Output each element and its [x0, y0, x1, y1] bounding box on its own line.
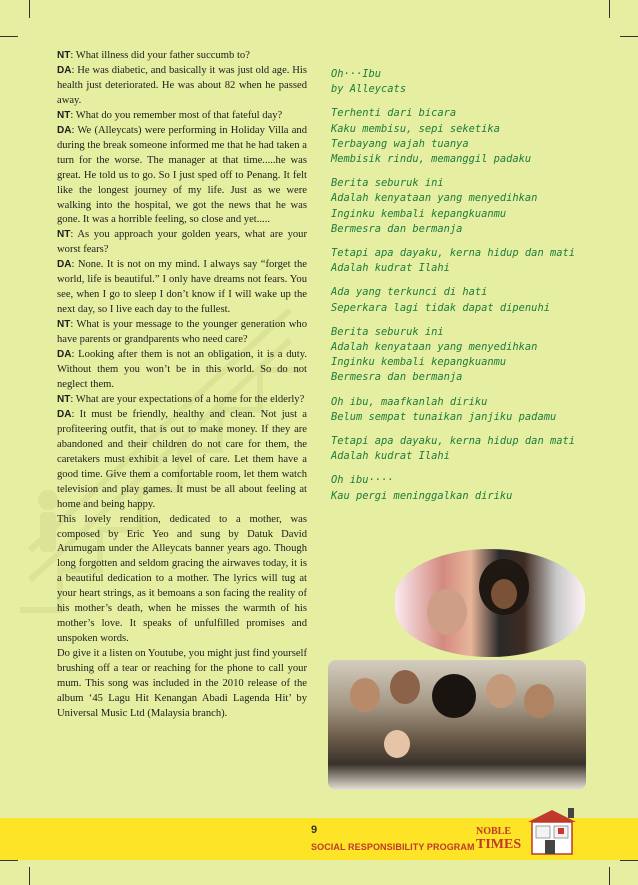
- crop-mark: [609, 0, 610, 18]
- speaker-label: NT: [57, 50, 71, 61]
- lyrics-line: Adalah kudrat Ilahi: [331, 262, 450, 275]
- article-paragraph: This lovely rendition, dedicated to a mother, was composed by Eric Yeo and sung by Datuk David Arumugam under the Alleycats banner years ago. Though long forgotten and seldom gracing the airwaves today, it is a beautiful dedication to a mother. The lyrics will tug at your heart strings, as it bemoans a son facing the reality of his mother’s death, when he misses the warmth of his mother’s love. It speaks of unfulfilled promises and unspoken words.: [57, 513, 307, 645]
- lyrics-line: Kau pergi meninggalkan diriku: [331, 489, 513, 502]
- speaker-label: NT: [57, 319, 71, 331]
- lyrics-line: Inginku kembali kepangkuanmu: [331, 356, 507, 369]
- lyrics-line: Adalah kudrat Ilahi: [331, 450, 450, 463]
- speaker-label: DA: [57, 259, 72, 271]
- photo-figure: [390, 670, 420, 704]
- lyrics-line: Membisik rindu, memanggil padaku: [331, 153, 532, 166]
- interview-question: NT: What do you remember most of that fateful day?: [57, 109, 283, 121]
- footer-program-label: SOCIAL RESPONSIBILITY PROGRAM: [311, 842, 475, 852]
- lyrics-line: Tetapi apa dayaku, kerna hidup dan mati: [331, 247, 575, 260]
- lyrics-stanza: [331, 325, 611, 386]
- interview-text: None. It is not on my mind. I always say “forget the world, life is beautiful.” I only have dreams not fears. You see, when I go to sleep I don’t know if I will wake up the next day, so I live each day to the fullest.: [57, 259, 307, 316]
- crop-mark: [29, 867, 30, 885]
- lyrics-line: Kaku membisu, sepi seketika: [331, 122, 500, 135]
- speaker-label: NT: [57, 393, 71, 405]
- interview-text: What do you remember most of that fateful day?: [75, 109, 283, 121]
- song-title: Oh···Ibu: [331, 68, 382, 80]
- photo-figure: [524, 684, 554, 718]
- speaker-label: NT: [57, 109, 71, 121]
- photo-family-group: [328, 660, 586, 790]
- song-artist: by Alleycats: [331, 83, 407, 96]
- article-left-column: [57, 49, 307, 722]
- lyrics-stanza: [331, 176, 611, 237]
- speaker-label: NT: [57, 229, 71, 241]
- photo-figure: [350, 678, 380, 712]
- lyrics-line: Adalah kenyataan yang menyedihkan: [331, 341, 538, 354]
- lyrics-line: Berita seburuk ini: [331, 325, 444, 338]
- interview-answer: DA: We (Alleycats) were performing in Holiday Villa and during the break someone informed me that he had taken a turn for the worse. The manager at that time.....he was great. He told us to go. So I just sped off to Penang. It felt like the longest journey of my life. Just as we were walking into the hospital, we got the news that he was gone. It was a horrible feeling, so close and yet.....: [57, 124, 307, 226]
- lyrics-line: Belum sempat tunaikan janjiku padamu: [331, 410, 557, 423]
- interview-question: NT: What are your expectations of a home for the elderly?: [57, 393, 305, 405]
- speaker-label: DA: [57, 349, 72, 361]
- lyrics-line: Oh ibu, maafkanlah diriku: [331, 395, 488, 408]
- photo-figure: [384, 730, 410, 758]
- song-lyrics: [331, 67, 611, 513]
- interview-text: Looking after them is not an obligation, it is a duty. Without them you won’t be in this world. So do not neglect them.: [57, 349, 307, 390]
- lyrics-line: Terbayang wajah tuanya: [331, 137, 469, 150]
- interview-text: We (Alleycats) were performing in Holiday Villa and during the break someone informed me that he had taken a turn for the worse. The manager at that time.....he was great. He told us to go. So I just sped off to Penang. It felt like the longest journey of my life. Just as we were walking into the hospital, we got the news that he was gone. It was a horrible feeling, so close and yet.....: [57, 124, 307, 226]
- interview-answer: DA: None. It is not on my mind. I always say “forget the world, life is beautiful.” I only have dreams not fears. You see, when I go to sleep I don’t know if I will wake up the next day, so I live each day to the fullest.: [57, 259, 307, 316]
- interview-text: What are your expectations of a home for the elderly?: [75, 393, 305, 405]
- speaker-label: DA: [57, 408, 72, 420]
- article-paragraph: Do give it a listen on Youtube, you might just find yourself brushing off a tear or reaching for the phone to call your mum. This song was included in the 2010 release of the album ‘45 Lagu Hit Kenangan Abadi Lagenda Hit’ by Universal Music Ltd (Malaysia branch).: [57, 648, 307, 719]
- lyrics-line: Seperkara lagi tidak dapat dipenuhi: [331, 301, 550, 314]
- photo-figure: [486, 674, 516, 708]
- speaker-label: DA: [57, 64, 72, 76]
- photo-figure: [491, 579, 517, 609]
- lyrics-line: Berita seburuk ini: [331, 177, 444, 190]
- lyrics-stanza: [331, 434, 611, 464]
- interview-question: NT: As you approach your golden years, what are your worst fears?: [57, 229, 307, 256]
- crop-mark: [29, 0, 30, 18]
- interview-answer: DA: He was diabetic, and basically it was just old age. His health just deteriorated. He was about 82 when he passed away.: [57, 64, 307, 106]
- interview-text: What is your message to the younger generation who have parents or grandparents who need care?: [57, 319, 307, 346]
- photo-figure: [432, 674, 476, 718]
- interview-question: NT: What illness did your father succumb to?: [57, 50, 250, 61]
- lyrics-stanza: [331, 246, 611, 276]
- lyrics-line: Tetapi apa dayaku, kerna hidup dan mati: [331, 435, 575, 448]
- interview-answer: DA: Looking after them is not an obligation, it is a duty. Without them you won’t be in this world. So do not neglect them.: [57, 349, 307, 390]
- crop-mark: [0, 36, 18, 37]
- song-title-block: [331, 67, 611, 97]
- lyrics-line: Adalah kenyataan yang menyedihkan: [331, 192, 538, 205]
- lyrics-line: Inginku kembali kepangkuanmu: [331, 207, 507, 220]
- lyrics-line: Oh ibu····: [331, 474, 394, 487]
- lyrics-line: Ada yang terkunci di hati: [331, 286, 488, 299]
- interview-question: NT: What is your message to the younger generation who have parents or grandparents who need care?: [57, 319, 307, 346]
- noble-times-logo: [476, 808, 578, 856]
- crop-mark: [620, 860, 638, 861]
- lyrics-stanza: [331, 473, 611, 503]
- lyrics-stanza: [331, 285, 611, 315]
- interview-text: What illness did your father succumb to?: [75, 50, 250, 61]
- interview-answer: DA: It must be friendly, healthy and clean. Not just a profiteering outfit, that is out to make money. If they are abandoned and their children do not care for them, the caretakers must exhibit a level of care. Let them have a good time. Give them a comfortable room, let them watch television and play games. It must be all about feeling at home and being happy.: [57, 408, 308, 510]
- lyrics-stanza: [331, 395, 611, 425]
- interview-text: He was diabetic, and basically it was just old age. His health just deteriorated. He was about 82 when he passed away.: [57, 64, 307, 106]
- interview-text: It must be friendly, healthy and clean. Not just a profiteering outfit, that is out to make money. If they are abandoned and their children do not care for them, the caretakers must exhibit a level of care. Let them have a good time. Give them a comfortable room, let them watch television and play games. It must be all about feeling at home and being happy.: [57, 408, 308, 510]
- lyrics-line: Bermesra dan bermanja: [331, 371, 463, 384]
- logo-noble-text: NOBLE: [476, 826, 512, 837]
- lyrics-line: Terhenti dari bicara: [331, 107, 457, 120]
- speaker-label: DA: [57, 124, 72, 136]
- interview-text: As you approach your golden years, what are your worst fears?: [57, 229, 307, 256]
- photo-mother-and-son: [395, 549, 585, 657]
- crop-mark: [609, 867, 610, 885]
- lyrics-line: Bermesra dan bermanja: [331, 222, 463, 235]
- lyrics-stanza: [331, 106, 611, 167]
- logo-times-text: TIMES: [476, 837, 522, 852]
- page-number: 9: [311, 824, 318, 836]
- crop-mark: [0, 860, 18, 861]
- crop-mark: [620, 36, 638, 37]
- photo-figure: [427, 589, 467, 635]
